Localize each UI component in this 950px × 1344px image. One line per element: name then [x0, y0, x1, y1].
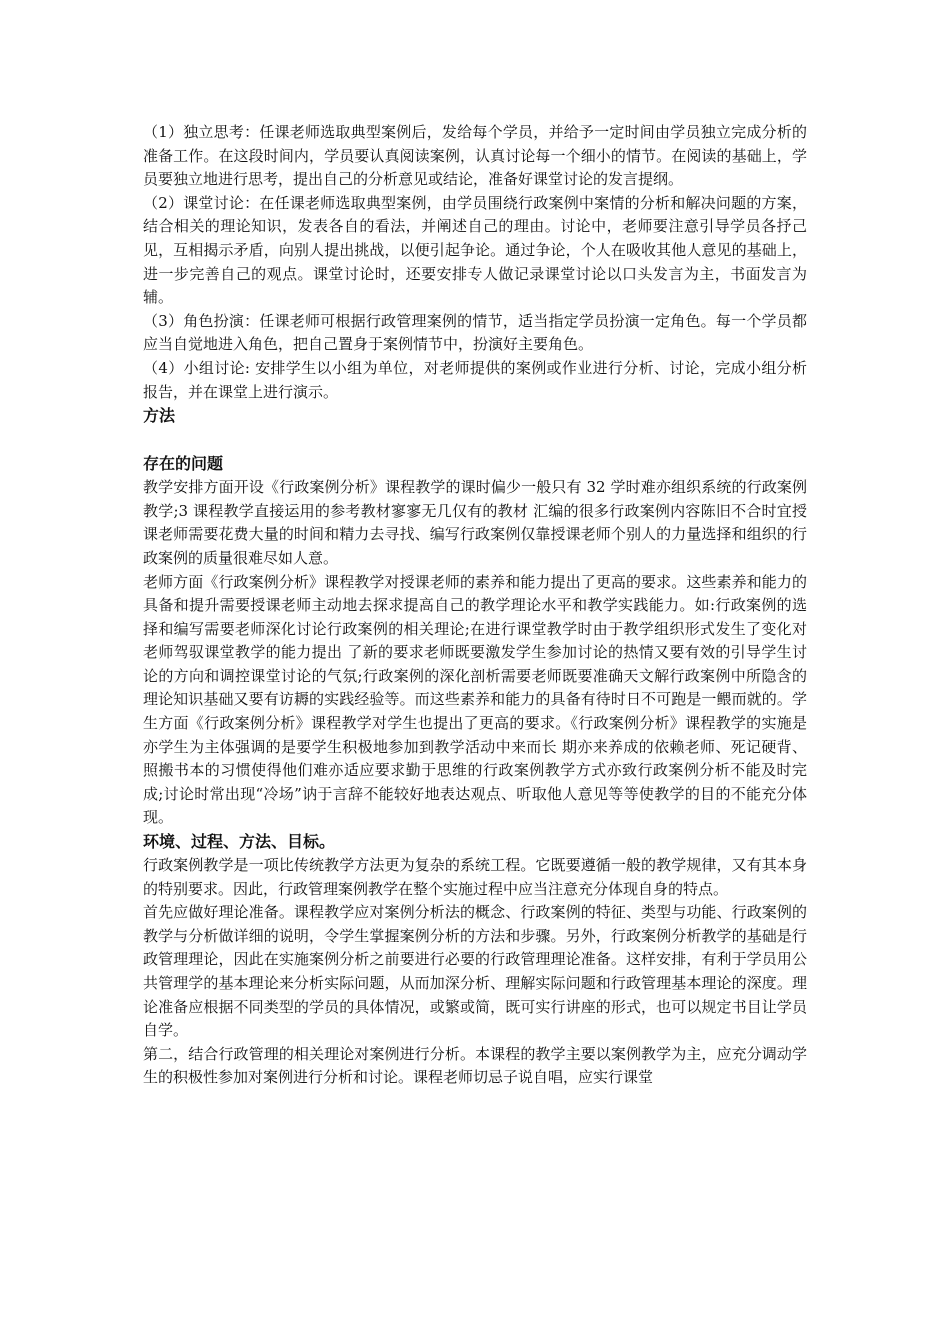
- paragraph-theory-preparation: 首先应做好理论准备。课程教学应对案例分析法的概念、行政案例的特征、类型与功能、行政案例的教学与分析做详细的说明，令学生掌握案例分析的方法和步骤。另外，行政案例分析教学的基础是行政管理理论，因此在实施案例分析之前要进行必要的行政管理理论准备。这样安排，有利于学员用公共管理学的基本理论来分析实际问题，从而加深分析、理解实际问题和行政管理基本理论的深度。理论准备应根据不同类型的学员的具体情况，或繁或简，既可实行讲座的形式，也可以规定书目让学员自学。: [143, 903, 807, 1040]
- blank-line: [143, 428, 807, 452]
- paragraph-group-discussion: （4）小组讨论: 安排学生以小组为单位，对老师提供的案例或作业进行分析、讨论，完成小组分析报告，并在课堂上进行演示。: [143, 358, 807, 401]
- document-page: [143, 121, 807, 1090]
- heading-method: 方法: [143, 406, 176, 426]
- paragraph-independent-thinking: （1）独立思考：任课老师选取典型案例后，发给每个学员，并给予一定时间由学员独立完成分析的准备工作。在这段时间内，学员要认真阅读案例，认真讨论每一个细小的情节。在阅读的基础上，学员要独立地进行思考，提出自己的分析意见或结论，准备好课堂讨论的发言提纲。: [143, 123, 807, 189]
- heading-environment: 环境、过程、方法、目标。: [143, 832, 336, 852]
- heading-problems: 存在的问题: [143, 454, 224, 474]
- paragraph-role-play: （3）角色扮演：任课老师可根据行政管理案例的情节，适当指定学员扮演一定角色。每一个学员都应当自觉地进入角色，把自己置身于案例情节中，扮演好主要角色。: [143, 311, 807, 354]
- paragraph-class-discussion: （2）课堂讨论：在任课老师选取典型案例，由学员围绕行政案例中案情的分析和解决问题的方案，结合相关的理论知识，发表各自的看法，并阐述自己的理由。讨论中，老师要注意引导学员各抒己见，互相揭示矛盾，向别人提出挑战，以便引起争论。通过争论，个人在吸收其他人意见的基础上，进一步完善自己的观点。课堂讨论时，还要安排专人做记录课堂讨论以口头发言为主，书面发言为辅。: [143, 193, 807, 307]
- paragraph-teaching-arrangement: 教学安排方面开设《行政案例分析》课程教学的课时偏少一般只有 32 学时难亦组织系统的行政案例教学;3 课程教学直接运用的参考教材寥寥无几仅有的教材 汇编的很多行政案例内容陈旧不合时宜授课老师需要花费大量的时间和精力去寻找、编写行政案例仅靠授课老师个别人的力量选择和组织的行政案例的质量很难尽如人意。: [143, 478, 807, 567]
- paragraph-system-engineering: 行政案例教学是一项比传统教学方法更为复杂的系统工程。它既要遵循一般的教学规律，又有其本身的特别要求。因此，行政管理案例教学在整个实施过程中应当注意充分体现自身的特点。: [143, 856, 807, 898]
- paragraph-teacher-student: 老师方面《行政案例分析》课程教学对授课老师的素养和能力提出了更高的要求。这些素养和能力的具备和提升需要授课老师主动地去探求提高自己的教学理论水平和教学实践能力。如:行政案例的选择和编写需要老师深化讨论行政案例的相关理论;在进行课堂教学时由于教学组织形式发生了变化对老师驾驭课堂教学的能力提出 了新的要求老师既要激发学生参加讨论的热情又要有效的引导学生讨论的方向和调控课堂讨论的气氛;行政案例的深化剖析需要老师既要准确天文解行政案例中所隐含的理论知识基础又要有访耨的实践经验等。而这些素养和能力的具备有待时日不可跑是一鳂而就的。学生方面《行政案例分析》课程教学对学生也提出了更高的要求。《行政案例分析》课程教学的实施是亦学生为主体强调的是要学生积极地参加到教学活动中来而长 期亦来养成的依赖老师、死记硬背、照搬书本的习惯使得他们难亦适应要求勤于思维的行政案例教学方式亦致行政案例分析不能及时完成;讨论时常出现“冷场”讷于言辞不能较好地表达观点、听取他人意见等等使教学的目的不能充分体现。: [143, 572, 807, 827]
- paragraph-case-analysis: 第二，结合行政管理的相关理论对案例进行分析。本课程的教学主要以案例教学为主，应充分调动学生的积极性参加对案例进行分析和讨论。课程老师切忌子说自唱，应实行课堂: [143, 1044, 807, 1087]
